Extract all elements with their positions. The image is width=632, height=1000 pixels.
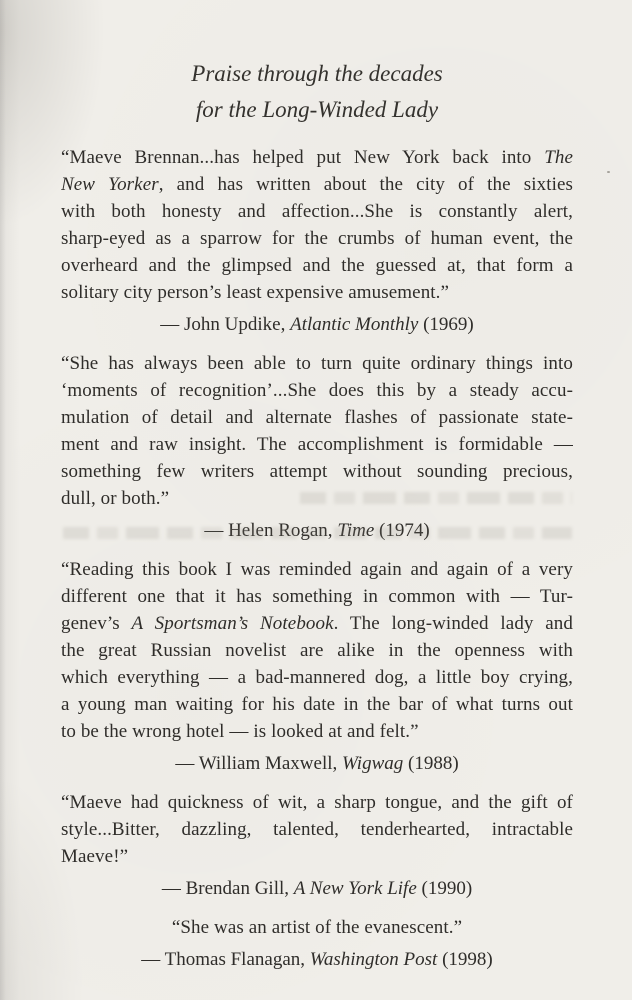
text-segment: something few writers attempt without sounding precious, <box>61 461 573 482</box>
quote-line <box>61 691 573 718</box>
italic-text-segment: Time <box>337 520 375 541</box>
title-line-1: Praise through the decades <box>191 61 443 86</box>
quote-line <box>61 664 573 691</box>
quote-john-updike <box>61 144 573 338</box>
quote-line <box>61 914 573 941</box>
text-segment: (1974) <box>374 520 430 541</box>
praise-quotes-list <box>61 144 573 973</box>
text-segment: which everything — a bad-mannered dog, a little boy crying, <box>61 667 573 688</box>
text-segment: sharp-eyed as a sparrow for the crumbs of human event, the <box>61 228 573 249</box>
quote-line <box>61 843 573 870</box>
quote-line <box>61 171 573 198</box>
text-segment: solitary city person’s least expensive amusement.” <box>61 282 450 303</box>
quote-line <box>61 789 573 816</box>
quote-text <box>61 914 573 941</box>
quote-text <box>61 350 573 512</box>
quote-line <box>61 350 573 377</box>
italic-text-segment: Washington Post <box>309 949 438 970</box>
title-line-2: for the Long-Winded Lady <box>195 97 439 122</box>
text-segment: — John Updike, <box>160 314 291 335</box>
text-segment: “Maeve Brennan...has helped put New York back into <box>61 147 545 168</box>
quote-line <box>61 816 573 843</box>
show-through-text <box>63 527 572 539</box>
text-segment: Maeve!” <box>61 846 129 867</box>
quote-line <box>61 198 573 225</box>
text-segment: the great Russian novelist are alike in the openness with <box>61 640 573 661</box>
quote-line <box>61 377 573 404</box>
quote-line <box>61 404 573 431</box>
quote-thomas-flanagan <box>61 914 573 973</box>
quote-attribution <box>61 311 573 338</box>
quote-william-maxwell <box>61 556 573 777</box>
text-segment: . The long-winded lady and <box>333 613 573 634</box>
text-segment: “She was an artist of the evanescent.” <box>171 917 463 938</box>
quote-attribution <box>61 946 573 973</box>
text-segment: — William Maxwell, <box>175 753 343 774</box>
quote-text <box>61 556 573 745</box>
quote-attribution <box>61 875 573 902</box>
text-segment: different one that it has something in common with — Tur- <box>61 586 573 607</box>
text-segment: dull, or both.” <box>61 488 170 509</box>
italic-text-segment: The <box>544 147 573 168</box>
text-segment: (1990) <box>416 878 473 899</box>
text-segment: “She has always been able to turn quite ordinary things into <box>61 353 573 374</box>
quote-line <box>61 610 573 637</box>
text-segment: “Reading this book I was reminded again and again of a very <box>61 559 573 580</box>
text-segment: , and has written about the city of the sixties <box>158 174 573 195</box>
quote-text <box>61 789 573 870</box>
text-segment: overheard and the glimpsed and the guessed at, that form a <box>61 255 573 276</box>
text-segment: a young man waiting for his date in the bar of what turns out <box>61 694 573 715</box>
quote-line <box>61 144 573 171</box>
quote-line <box>61 431 573 458</box>
italic-text-segment: A Sportsman’s Notebook <box>131 613 334 634</box>
quote-brendan-gill <box>61 789 573 902</box>
book-page-content <box>61 56 573 985</box>
quote-line <box>61 279 573 306</box>
quote-line <box>61 225 573 252</box>
quote-line <box>61 583 573 610</box>
quote-line <box>61 556 573 583</box>
quote-helen-rogan <box>61 350 573 544</box>
italic-text-segment: New Yorker <box>61 174 159 195</box>
quote-attribution <box>61 750 573 777</box>
text-segment: — Brendan Gill, <box>161 878 294 899</box>
text-segment: ‘moments of recognition’...She does this by a steady accu- <box>61 380 573 401</box>
italic-text-segment: Atlantic Monthly <box>290 314 419 335</box>
text-segment: mulation of detail and alternate flashes of passionate state- <box>61 407 573 428</box>
text-segment: ment and raw insight. The accomplishment is formidable — <box>61 434 573 455</box>
quote-line <box>61 252 573 279</box>
italic-text-segment: Wigwag <box>342 753 404 774</box>
text-segment: — Helen Rogan, <box>204 520 338 541</box>
quote-line <box>61 637 573 664</box>
text-segment: (1969) <box>418 314 474 335</box>
quote-line <box>61 718 573 745</box>
text-segment: (1998) <box>437 949 493 970</box>
text-segment: style...Bitter, dazzling, talented, tenderhearted, intractable <box>61 819 573 840</box>
italic-text-segment: A New York Life <box>293 878 417 899</box>
paper-speck <box>607 171 610 173</box>
text-segment: with both honesty and affection...She is constantly alert, <box>61 201 573 222</box>
text-segment: to be the wrong hotel — is looked at and felt.” <box>61 721 419 742</box>
text-segment: “Maeve had quickness of wit, a sharp tongue, and the gift of <box>61 792 573 813</box>
quote-text <box>61 144 573 306</box>
text-segment: (1988) <box>403 753 459 774</box>
show-through-text <box>300 492 572 504</box>
text-segment: genev’s <box>61 613 132 634</box>
page-title <box>61 56 573 128</box>
quote-line <box>61 458 573 485</box>
text-segment: — Thomas Flanagan, <box>141 949 310 970</box>
